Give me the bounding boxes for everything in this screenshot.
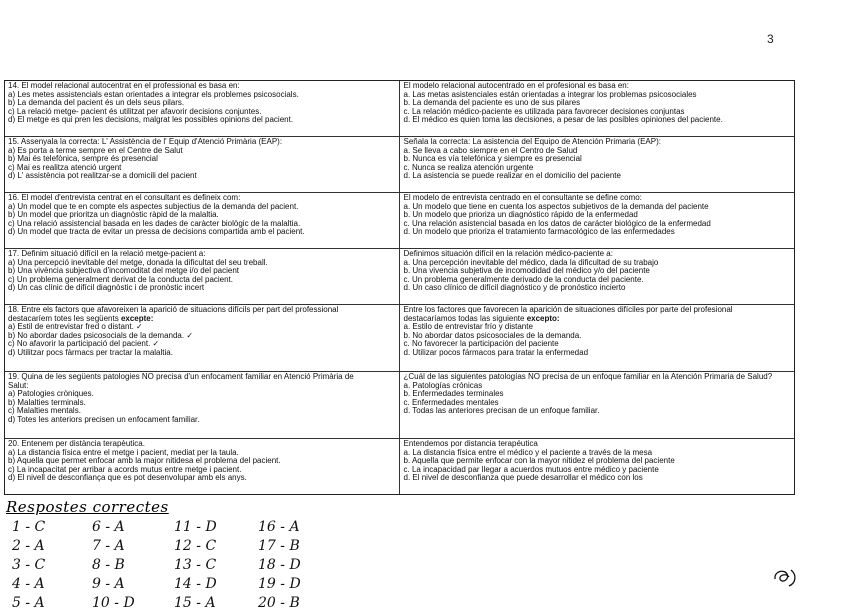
answer-item: 12 - C — [174, 538, 217, 554]
option-c: c. Enfermedades mentales — [403, 397, 499, 407]
question-title: 19. Quina de les següents patologies NO precisa d'un enfocament familiar en Atenció Primària de — [8, 372, 354, 381]
answer-item: 16 - A — [258, 519, 300, 535]
option-c: c. Nunca se realiza atención urgente — [403, 162, 534, 172]
option-c: c. Un problema generalmente derivado de la conducta del paciente. — [403, 274, 644, 284]
question-title: Entendemos por distancia terapéutica — [403, 439, 538, 448]
option-c: c) La relació metge- pacient és utilitzat per afavorir decisions conjuntes. — [8, 106, 262, 116]
option-a: a) Una percepció inevitable del metge, donada la dificultat del seu treball. — [8, 257, 268, 267]
option-a: a. La distancia física entre el médico y el paciente a través de la mesa — [403, 447, 653, 457]
option-b: b. La demanda del paciente es uno de sus pilares — [403, 98, 581, 108]
answers-grid — [12, 519, 342, 614]
option-d: d) El metge es qui pren les decisions, malgrat les possibles opinions del pacient. — [8, 115, 294, 125]
option-d: d. Un modelo que prioriza el tratamiento farmacológico de las enfermedades — [403, 227, 675, 237]
option-a: a) Un model que te en compte els aspectes subjectius de la demanda del pacient. — [8, 201, 299, 211]
question-row-14 — [5, 81, 794, 137]
answer-item: 10 - D — [92, 595, 135, 611]
option-c: c) La incapacitat per arribar a acords mutus entre metge i pacient. — [8, 464, 242, 474]
option-d: d. Todas las anteriores precisan de un enfoque familiar. — [403, 406, 600, 416]
option-d: d) Totes les anteriors precisen un enfocament familiar. — [8, 414, 200, 424]
answer-item: 11 - D — [174, 519, 217, 535]
option-b: b. No abordar datos psicosociales de la demanda. — [403, 330, 582, 340]
answer-item: 4 - A — [12, 576, 45, 592]
option-b: b. Enfermedades terminales — [403, 389, 504, 399]
option-a: a) Estil de entrevistar fred o distant. ✓ — [8, 322, 143, 332]
question-title: El modelo de entrevista centrado en el consultante se define como: — [403, 193, 642, 202]
option-b: b) No abordar dades psicosocials de la demanda. ✓ — [8, 330, 194, 340]
question-spanish — [400, 137, 795, 192]
question-title: 18. Entre els factors que afavoreixen la aparició de situacions difícils per part del professional — [8, 305, 339, 314]
page-number: 3 — [767, 32, 774, 46]
except-keyword: excepto: — [526, 313, 560, 323]
answer-item: 6 - A — [92, 519, 125, 535]
option-a: a. Las metas asistenciales están orientadas a integrar los problemas psicosociales — [403, 89, 697, 99]
except-keyword: excepte: — [120, 313, 154, 323]
question-title: ¿Cuál de las siguientes patologías NO precisa de un enfoque familiar en la Atención Primaria de Salud? — [403, 372, 773, 381]
question-title: 20. Entenem per distància terapèutica. — [8, 439, 145, 448]
answer-item: 2 - A — [12, 538, 45, 554]
handwritten-scribble-icon — [772, 566, 798, 588]
question-catalan — [5, 439, 400, 494]
question-title: El modelo relacional autocentrado en el profesional es basa en: — [403, 81, 629, 90]
question-spanish — [400, 305, 795, 371]
option-d: d) El nivell de desconfiança que es pot desenvolupar amb els anys. — [8, 473, 247, 483]
question-catalan — [5, 81, 400, 136]
option-c: c) Una relació assistencial basada en les dades de caràcter biològic de la malaltia. — [8, 218, 301, 228]
option-a: a) Les metes assistencials estan orientades a integrar els problemes psicosocials. — [8, 89, 299, 99]
question-row-18 — [5, 305, 794, 372]
option-a: a. Una percepción inevitable del médico, dada la dificultad de su trabajo — [403, 257, 659, 267]
option-d: d. Un caso clínico de difícil diagnóstico y de pronóstico incierto — [403, 283, 626, 293]
question-row-17 — [5, 249, 794, 305]
question-spanish — [400, 249, 795, 304]
question-row-16 — [5, 193, 794, 249]
answer-item: 5 - A — [12, 595, 45, 611]
option-c: c. La incapacidad par llegar a acuerdos mutuos entre médico y paciente — [403, 464, 659, 474]
question-title: 17. Definim situació difícil en la relació metge-pacient a: — [8, 249, 206, 258]
option-b: b) La demanda del pacient és un dels seus pilars. — [8, 98, 185, 108]
option-b: b) Una vivència subjectiva d'incomoditat del metge i/o del pacient — [8, 266, 239, 276]
option-c: c) Mai es realitza atenció urgent — [8, 162, 122, 172]
option-c: c) No afavorir la participació del pacient. ✓ — [8, 339, 160, 349]
question-title-continued: destacaríem totes les següents excepte: — [8, 313, 154, 323]
question-catalan — [5, 305, 400, 371]
option-b: b. Un modelo que prioriza un diagnóstico rápido de la enfermedad — [403, 210, 638, 220]
option-b: b) Aquella que permet enfocar amb la major nitidesa el problema del pacient. — [8, 456, 281, 466]
option-a: a. Se lleva a cabo siempre en el Centro de Salud — [403, 145, 578, 155]
question-title: 16. El model d'entrevista centrat en el consultant es defineix com: — [8, 193, 241, 202]
answer-item: 18 - D — [258, 557, 301, 573]
option-a: a) La distancia física entre el metge i pacient, mediat per la taula. — [8, 447, 239, 457]
option-d: d. Utilizar pocos fármacos para tratar la enfermedad — [403, 347, 589, 357]
question-title-continued: destacaríamos todas las siguiente excepto: — [403, 313, 560, 323]
question-catalan — [5, 193, 400, 248]
option-b: b. Una vivencia subjetiva de incomodidad del médico y/o del paciente — [403, 266, 650, 276]
question-spanish — [400, 81, 795, 136]
option-d: d) Un model que tracta de evitar un pressa de decisions compartida amb el pacient. — [8, 227, 305, 237]
option-a: a. Patologías crónicas — [403, 380, 483, 390]
question-title: Entre los factores que favorecen la aparición de situaciones difíciles por parte del profesional — [403, 305, 733, 314]
option-c: c) Malalties mentals. — [8, 406, 81, 416]
option-b: b. Aquella que permite enfocar con la mayor nitidez el problema del paciente — [403, 456, 675, 466]
option-c: c. No favorecer la participación del paciente — [403, 339, 559, 349]
question-title: Definimos situación difícil en la relación médico-paciente a: — [403, 249, 613, 258]
question-catalan — [5, 249, 400, 304]
question-row-19 — [5, 372, 794, 439]
option-d: d. La asistencia se puede realizar en el domicilio del paciente — [403, 171, 621, 181]
answer-item: 1 - C — [12, 519, 46, 535]
option-d: d) Utilitzar pocs fàrmacs per tractar la malaltia. — [8, 347, 173, 357]
answer-item: 3 - C — [12, 557, 46, 573]
option-a: a) Es porta a terme sempre en el Centre de Salut — [8, 145, 183, 155]
question-row-15 — [5, 137, 794, 193]
question-spanish — [400, 193, 795, 248]
option-d: d) Un cas clínic de difícil diagnòstic i de pronòstic incert — [8, 283, 205, 293]
question-spanish — [400, 439, 795, 494]
option-d: d) L' assistència pot realitzar-se a domicili del pacient — [8, 171, 197, 181]
question-title: 14. El model relacional autocentrat en el professional es basa en: — [8, 81, 240, 90]
question-title-continued: Salut: — [8, 380, 29, 390]
answer-item: 9 - A — [92, 576, 125, 592]
answer-item: 15 - A — [174, 595, 216, 611]
option-b: b) Malalties terminals. — [8, 397, 86, 407]
answer-item: 20 - B — [258, 595, 300, 611]
option-b: b) Mai és telefònica, sempre és presencial — [8, 154, 158, 164]
answer-item: 17 - B — [258, 538, 300, 554]
option-b: b. Nunca es vía telefónica y siempre es presencial — [403, 154, 582, 164]
option-a: a. Un modelo que tiene en cuenta los aspectos subjetivos de la demanda del paciente — [403, 201, 709, 211]
question-title: 15. Assenyala la correcta: L' Assistència de l' Equip d'Atenció Primària (EAP): — [8, 137, 283, 146]
answer-item: 19 - D — [258, 576, 301, 592]
answer-item: 8 - B — [92, 557, 125, 573]
question-spanish — [400, 372, 795, 438]
option-c: c. Una relación asistencial basada en los datos de carácter biológico de la enfermedad — [403, 218, 711, 228]
question-row-20 — [5, 439, 794, 494]
answer-item: 13 - C — [174, 557, 217, 573]
option-b: b) Un model que prioritza un diagnòstic ràpid de la malaltia. — [8, 210, 219, 220]
question-catalan — [5, 372, 400, 438]
question-title: Señala la correcta: La asistencia del Equipo de Atención Primaria (EAP): — [403, 137, 661, 146]
option-d: d. El médico es quien toma las decisiones, a pesar de las posibles opiniones del paciente. — [403, 115, 723, 125]
question-catalan — [5, 137, 400, 192]
option-c: c. La relación médico-paciente es utilizada para favorecer decisiones conjuntas — [403, 106, 685, 116]
exam-question-table — [4, 80, 795, 495]
answers-heading: Respostes correctes — [6, 498, 169, 516]
answer-item: 14 - D — [174, 576, 217, 592]
option-c: c) Un problema generalment derivat de la conducta del pacient. — [8, 274, 234, 284]
option-d: d. El nivel de desconfianza que puede desarrollar el médico con los — [403, 473, 643, 483]
option-a: a) Patologies cròniques. — [8, 389, 94, 399]
answer-item: 7 - A — [92, 538, 125, 554]
option-a: a. Estilo de entrevistar frío y distante — [403, 322, 533, 332]
